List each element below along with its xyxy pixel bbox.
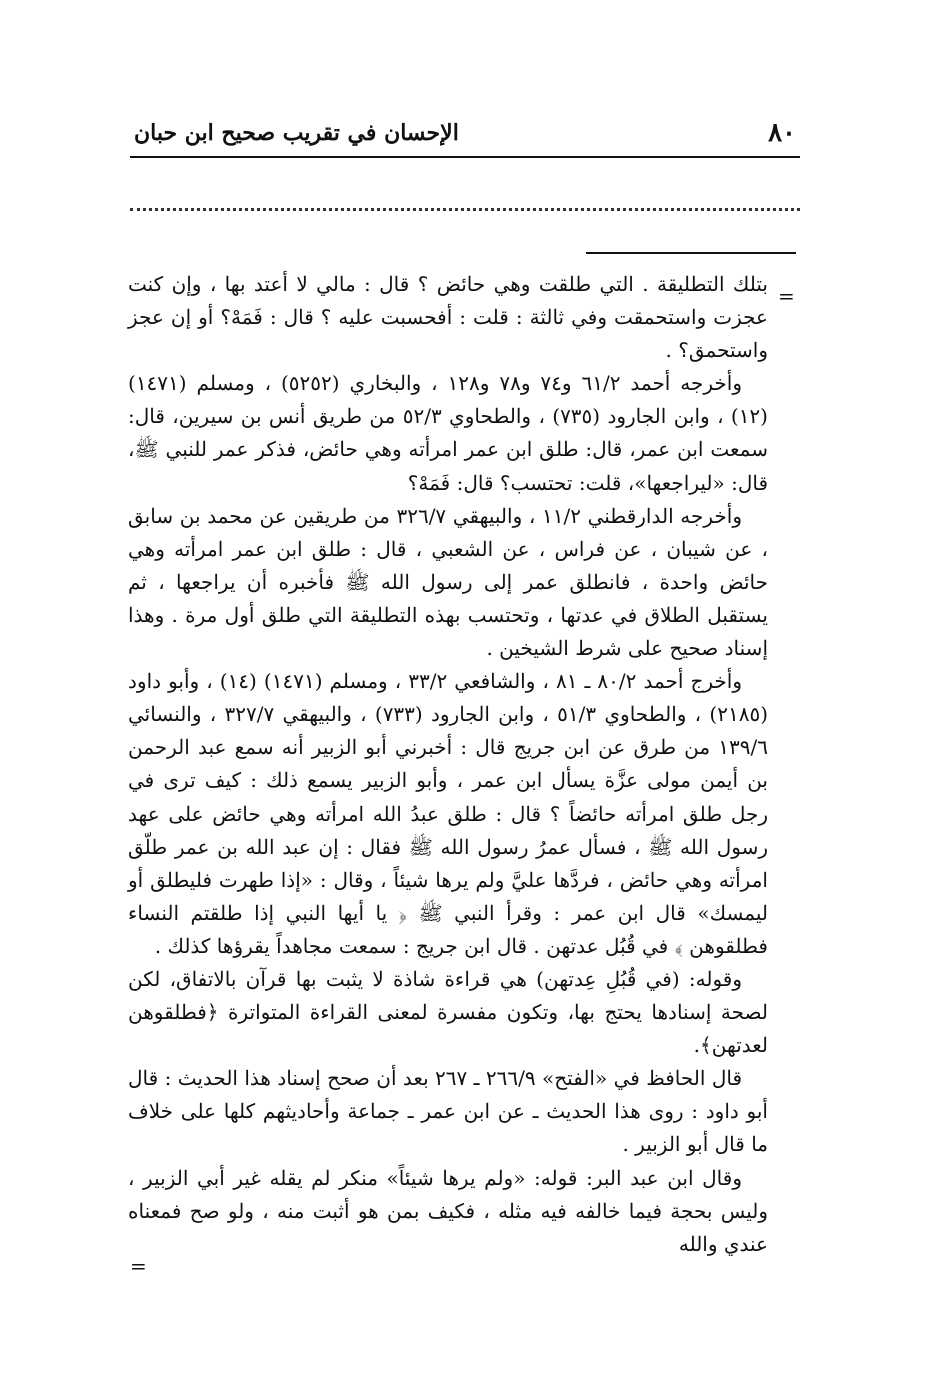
footnote-text — [128, 268, 768, 1261]
continuation-mark-top: = — [778, 284, 795, 308]
paragraph-4: وأخرج أحمد ٨٠/٢ ـ ٨١ ، والشافعي ٣٣/٢ ، ومسلم (١٤٧١) (١٤) ، وأبو داود (٢١٨٥) ، والطحاوي ٥١/٣ ، وابن الجارود (٧٣٣) ، والبيهقي ٣٢٧/٧ ، والنسائي ١٣٩/٦ من طرق عن ابن جريج قال : أخبرني أبو الزبير أنه سمع عبد الرحمن بن أيمن مولى عزَّة يسأل ابن عمر ، وأبو الزبير يسمع ذلك : كيف ترى في رجل طلق امرأته حائضاً ؟ قال : طلق عبدُ الله امرأته وهي حائض على عهد رسول الله ﷺ ، فسأل عمرُ رسول الله ﷺ فقال : إن عبد الله بن عمر طلّق امرأته وهي حائض ، فردَّها عليَّ ولم يرها شيئاً ، وقال : «إذا طهرت فليطلق أو ليمسك» قال ابن عمر : وقرأ النبي ﷺ ﴿ يا أيها النبي إذا طلقتم النساء فطلقوهن ﴾ في قُبُل عدتهن . قال ابن جريج : سمعت مجاهداً يقرؤها كذلك . — [128, 669, 768, 958]
paragraph-2: وأخرجه أحمد ٦١/٢ و٧٤ و٧٨ و١٢٨ ، والبخاري (٥٢٥٢) ، ومسلم (١٤٧١) (١٢) ، وابن الجارود (٧٣٥) ، والطحاوي ٥٢/٣ من طريق أنس بن سيرين، قال: سمعت ابن عمر، قال: طلق ابن عمر امرأته وهي حائض، فذكر عمر للنبي ﷺ، قال: «ليراجعها»، قلت: تحتسب؟ قال: فَمَهْ؟ — [128, 371, 768, 495]
paragraph-3: وأخرجه الدارقطني ١١/٢ ، والبيهقي ٣٢٦/٧ من طريقين عن محمد بن سابق ، عن شيبان ، عن فراس ، عن الشعبي ، قال : طلق ابن عمر امرأته وهي حائض واحدة ، فانطلق عمر إلى رسول الله ﷺ فأخبره أن يراجعها ، ثم يستقبل الطلاق في عدتها ، وتحتسب بهذه التطليقة التي طلق أول مرة . وهذا إسناد صحيح على شرط الشيخين . — [128, 503, 768, 661]
paragraph-6: قال الحافظ في «الفتح» ٢٦٦/٩ ـ ٢٦٧ بعد أن صحح إسناد هذا الحديث : قال أبو داود : روى هذا الحديث ـ عن ابن عمر ـ جماعة وأحاديثهم كلها على خلاف ما قال أبو الزبير . — [128, 1066, 768, 1157]
page-number: ٨٠ — [768, 118, 796, 148]
footnote-separator — [586, 252, 796, 254]
paragraph-7: وقال ابن عبد البر: قوله: «ولم يرها شيئاً» منكر لم يقله غير أبي الزبير ، وليس بحجة فيما خالفه فيه مثله ، فكيف بمن هو أثبت منه ، ولو صح فمعناه عندي والله — [128, 1165, 768, 1256]
continuation-mark-bottom: = — [130, 1254, 147, 1278]
dotted-separator — [130, 208, 800, 211]
page-header — [130, 112, 800, 158]
paragraph-5: وقوله: (في قُبُلِ عِدتهن) هي قراءة شاذة لا يثبت بها قرآن بالاتفاق، لكن لصحة إسنادها يحتج بها، وتكون مفسرة لمعنى القراءة المتواترة ﴿فطلقوهن لعدتهن﴾. — [128, 966, 768, 1058]
paragraph-1: بتلك التطليقة . التي طلقت وهي حائض ؟ قال : مالي لا أعتد بها ، وإن كنت عجزت واستحمقت وفي ثالثة : قلت : أفحسبت عليه ؟ قال : فَمَهْ؟ أو إن عجز واستحمق؟ . — [128, 272, 768, 363]
running-title: الإحسان في تقريب صحيح ابن حبان — [134, 120, 459, 146]
